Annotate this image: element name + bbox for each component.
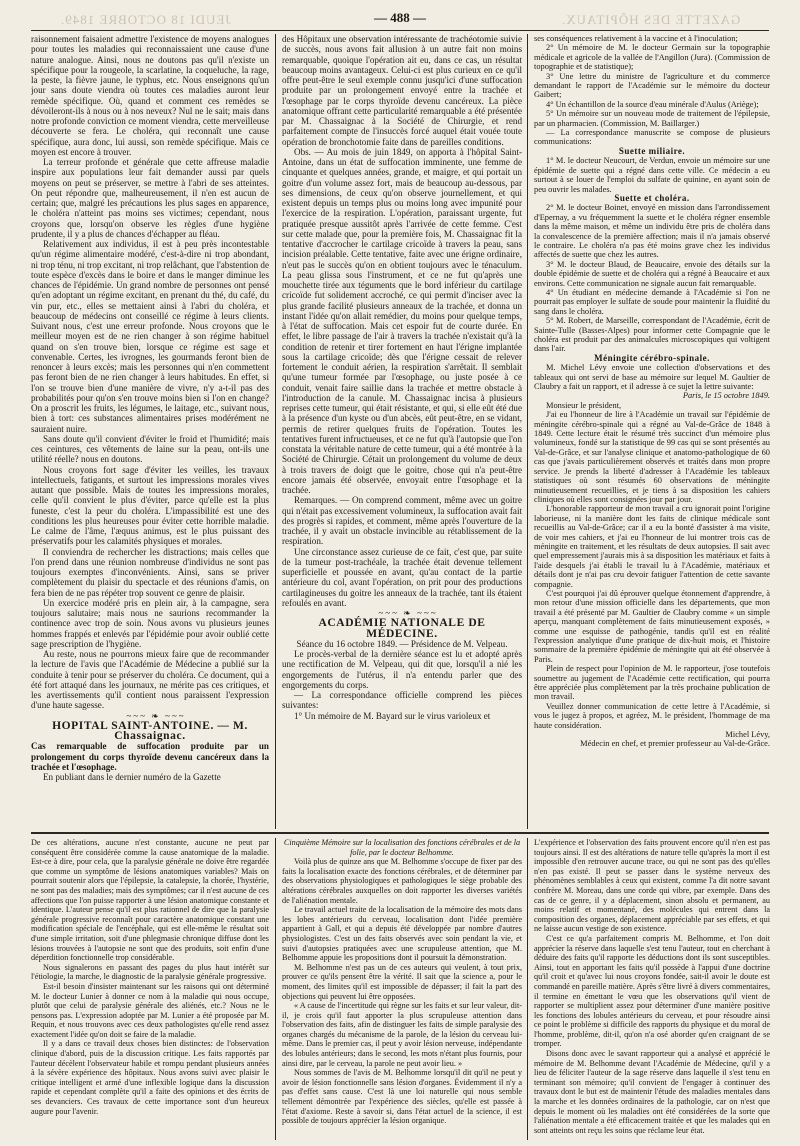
show-through-text-left: JEUDI 18 OCTOBRE 1849.	[60, 12, 231, 27]
column-3	[534, 34, 770, 829]
paragraph: Un exercice modéré pris en plein air, à la campagne, sera toujours salutaire; mais nous ne saurions recommander la continence avec trop de soin. Nous avons vu plusieurs jeunes hommes frappés et enlevés par l'épidémie pour avoir oublié cette sage prescription de l'hygiène.	[31, 597, 269, 649]
subheading: Méningite cérébro-spinale.	[594, 352, 710, 363]
session-line: Séance du 16 octobre 1849. — Présidence de M. Velpeau.	[296, 638, 508, 649]
section-separator-rule	[31, 832, 769, 834]
review-title: Cinquième Mémoire sur la localisation des fonctions cérébrales et de la folie, par le docteur Belhomme.	[283, 838, 521, 857]
observation-paragraph: Obs. — Au mois de juin 1849, on apporta à l'hôpital Saint-Antoine, dans un état de suffocation imminente, une femme de cinquante et quelques années, grande, et maigre, et qui portait un goitre d'un volume assez fort, mais de beaucoup au-dessous, par ses dimensions, de ceux qu'on observe journellement, et qui existent depuis un temps plus ou moins long avec impunité pour l'exercice de la respiration. L'opération, paraissant urgente, fut pratiquée presque aussitôt après l'arrivée de cette femme. C'est sur cette malade que, pour la première fois, M. Chassaignac fit la tentative d'accrocher le cartilage cricoïde à travers la peau, sans incision préalable. Cette tentative, faite avec une érigne ordinaire, n'eut pas le succès qu'on en obtient toujours avec le ténaculum. La peau glissa sous l'instrument, et ce ne fut qu'après une mouchette tirée aux téguments que le bord inférieur du cartilage cricoïde fut solidement accroché, ce qui permit d'inciser avec la plus grande facilité plusieurs anneaux de la trachée, et donna un instant l'idée qu'on allait remédier, du moins pour quelque temps, à l'état de suffocation. Mais cet espoir fut de courte durée. En effet, le libre passage de l'air à travers la trachée n'existait qu'à la condition de retenir et tirer fortement en haut l'érigne implantée sous la cartilage cricoïde; dès que l'érigne cessait de relever fortement le conduit aérien, la respiration s'arrêtait. Il semblait qu'une tumeur formée par l'œsophage, ou juste posée à ce conduit, venait faire saillie dans la trachée et mettre obstacle à l'introduction de la canule. M. Chassaignac incisa à plusieurs reprises cette tumeur, qui était résistante, et qui, si elle eût été due à la présence d'un kyste ou d'un abcès, eût peut-être, en se vidant, permis de retirer quelques fruits de l'opération. Toutes les tentatives furent infructueuses, et ce ne fut qu'à l'autopsie que l'on constata la véritable nature de cette tumeur, qui a été montrée à la Société de Chirurgie. Cétait un prolongement du volume de deux à trois travers de doigt que le goitre, chose qui n'a peut-être encore jamais été observée, envoyait entre l'œsophage et la trachée.	[282, 146, 522, 495]
paragraph: Nous croyons fort sage d'éviter les veilles, les travaux intellectuels, fatigants, et surtout les impressions morales vives autant que possible. Mais de toutes les impressions morales, celle qu'il convient le plus d'éviter, parce qu'elle est la plus funeste, c'est la peur du choléra. L'impassibilité est une des conditions les plus heureuses pour éviter cette horrible maladie. Le calme de l'âme, l'æquus animus, est le plus puissant des préservatifs pour les calamités physiques et morales.	[31, 464, 269, 547]
paragraph: Nous signalerons en passant des pages du plus haut intérêt sur l'étiologie, la marche, le diagnostic de la paralysie générale progressive.	[31, 962, 269, 982]
paragraph: 5° Un mémoire sur un nouveau mode de traitement de l'épilepsie, par un pharmacien. (Commission, M. Baillarger.)	[534, 109, 770, 128]
paragraph: M. Belhomme n'est pas un de ces auteurs qui veulent, à tout prix, prouver ce qu'ils pensent être la vérité. Il sait que la science a, pour le moment, des limites qu'il est impossible de dépasser; il fait la part des objections qui peuvent lui être opposées.	[282, 962, 522, 1001]
paragraph: — La correspondance manuscrite se compose de plusieurs communications:	[534, 128, 770, 147]
paragraph: De ces altérations, aucune n'est constante, aucune ne peut par conséquent être considérée comme la cause anatomique de la maladie. Est-ce à dire, pour cela, que la paralysie générale ne doive être regardée que comme un symptôme de lésions anatomiques variables? Mais on pourrait soutenir alors que l'épilepsie, la catalepsie, la chorée, l'hystérie, ne sont pas des maladies; mais des symptômes; car il n'est aucune de ces affections que l'on puisse rapporter à une lésion anatomique constante et identique. L'auteur pense qu'il est plus rationnel de dire que la paralysie générale progressive reconnaît pour caractère anatomique constant une modification spéciale de l'encéphale, qui est elle-même le résultat soit d'une simple irritation, soit d'une phlegmasie chronique diffuse dont les lésions trouvées à l'autopsie ne sont que des produits, soit enfin d'une déperdition fonctionnelle trop considérable.	[31, 838, 269, 963]
paragraph: Voilà plus de quinze ans que M. Belhomme s'occupe de fixer par des faits la localisation exacte des fonctions cérébrales, et de déterminer par des observations physiologiques et pathologiques le siège probable des altérations cérébrales auxquelles on doit rapporter les diverses variétés de l'aliénation mentale.	[282, 857, 522, 905]
header-rule	[31, 30, 769, 31]
column-divider	[275, 34, 276, 829]
paragraph: M. Michel Lévy envoie une collection d'observations et des tableaux qui ont servi de base au mémoire sur lequel M. Gaultier de Claubry a fait un rapport, et il adresse à ce sujet la lettre suivante:	[534, 363, 770, 392]
lower-column-2	[282, 838, 522, 1140]
signature-name: Michel Lévy,	[725, 730, 770, 740]
page-header	[60, 10, 740, 32]
paragraph: L'expérience et l'observation des faits prouvent encore qu'il n'en est pas toujours ainsi. Il est des altérations de nature telle qu'après la mort il est impossible d'en retrouver aucune trace, ou qui ne sont pas des qu'elles n'en pas existé. Il peut se passer dans le système nerveux des phénomènes semblables à ceux qui existent, comme l'a dit notre savant confrère M. Moreau, dans une corde qui vibre, par exemple. Dans des cas de ce genre, il y a déplacement, sinon absolu et permanent, au moins relatif et momentané, des molécules qui entrent dans la composition des organes, déplacement appréciable par ses effets, et qui ne laisse aucun vestige de son existence.	[534, 838, 770, 934]
paragraph: Le procès-verbal de la dernière séance est lu et adopté après une rectification de M. Velpeau, qui dit que, lorsqu'il a nié les engorgements de l'utérus, il n'a entendu parler que des engorgements du corps.	[282, 649, 522, 690]
letter-date: Paris, le 15 octobre 1849.	[682, 391, 770, 401]
paragraph: ses conséquences relativement à la vaccine et à l'inoculation;	[534, 34, 738, 43]
paragraph: Disons donc avec le savant rapporteur qui a analysé et apprécié le mémoire de M. Belhomme devant l'Académie de Médecine, qu'il y a lieu de féliciter l'auteur de la sage réserve dans laquelle il s'est tenu en terminant son mémoire; qu'il convient de l'engager à continuer des travaux dont le but est de maintenir l'étude des maladies mentales dans la marche et les données ordinaires de la pathologie, car on n'est que depuis le moment où les maladies ont été considérées de la sorte que l'aliénation mentale a été efficacement traitée et que les malades qui en sont atteints ont reçu les soins que réclame leur état.	[534, 1049, 770, 1135]
paragraph: 2° M. le docteur Boinet, envoyé en mission dans l'arrondissement d'Epernay, a vu fréquemment la suette et le choléra régner ensemble dans la même maison, et même un individu être pris de choléra dans la convalescence de la première affection; mais il n'a jamais observé le contraire. Le choléra n'a pas été moins grave chez les individus affectés de suette que chez les autres.	[534, 203, 770, 260]
paragraph: Au reste, nous ne pourrons mieux faire que de recommander la lecture de l'avis que l'Académie de Médecine a publié sur la conduite à tenir pour se préserver du choléra. Ce document, qui a été fort attaqué dans les journaux, ne mérite pas ces critiques, et les avertissements qu'il contient nous paraissent l'expression d'une haute sagesse.	[31, 649, 269, 711]
signature-title: Médecin en chef, et premier professeur au Val-de-Grâce.	[580, 739, 770, 749]
column-divider	[527, 838, 528, 1140]
paragraph: 1° Un mémoire de M. Bayard sur le virus varioleux et	[294, 710, 491, 721]
paragraph: — La correspondance officielle comprend les pièces suivantes:	[282, 690, 522, 711]
column-2	[282, 34, 522, 829]
paragraph: 1° M. le docteur Neucourt, de Verdun, envoie un mémoire sur une épidémie de suette qui a régné dans cette ville. Ce médecin a eu surtout à se louer de l'emploi du sulfate de quinine, en ayant soin de peu ouvrir les malades.	[534, 156, 770, 194]
paragraph: Plein de respect pour l'opinion de M. le rapporteur, j'ose toutefois soumettre au jugement de l'Académie cette rectification, qui pourra être appréciée plus complètement par la très prochaine publication de mon travail.	[534, 664, 770, 702]
section-title-hospital: HOPITAL SAINT-ANTOINE. — M. Chassaignac.	[52, 719, 248, 742]
paragraph: L'honorable rapporteur de mon travail a cru ignorait point l'origine laborieuse, ni la manière dont les faits de clinique médicale sont recueillis au Val-de-Grâce; car il a eu la bonté d'assister à ma visite, de voir mes cahiers, et j'ai eu l'honneur de lui montrer trois cas de méningite en traitement, et les résultats de deux autopsies. Il sait avec quel empressement j'aurais mis à sa disposition les matériaux et faits à l'aide desquels j'ai établi le travail lu à l'Académie, matériaux et détails dont je n'ai pas cru devoir fatiguer l'attention de cette savante compagnie.	[534, 504, 770, 589]
subheading: Suette et choléra.	[614, 192, 690, 203]
paragraph: C'est ce qu'a parfaitement compris M. Belhomme, et l'on doit apprécier la réserve dans laquelle s'est tenu l'auteur, tout en cherchant à déduire des faits qu'il rapporte les déductions dont ils sont susceptibles. Ainsi, tout en apportant les faits qu'il possède à l'appui d'une doctrine qu'il croit et qu'avec lui nous croyons fondée, sait-il avoir le doute est commandé en pareille matière. Après s'être livré à divers commentaires, il termine en émettant le vœu que les observations qu'il vient de rapporter se multiplient assez pour déterminer d'une manière positive les fonctions des lobules antérieurs du cerveau, et pour résoudre ainsi ce point le problème si difficile des rapports du physique et du moral de l'homme, problème, dit-il, qu'on n'a osé aborder qu'en craignant de se tromper.	[534, 933, 770, 1049]
paragraph: Est-il besoin d'insister maintenant sur les raisons qui ont déterminé M. le docteur Lunier à donner ce nom à la maladie qui nous occupe, plutôt que celui de paralysie générale des aliénés, etc.? Nous ne le pensons pas. L'expression adoptée par M. Lunier a été proposée par M. Requin, et nous trouvons avec ces deux pathologistes qu'elle rend assez exactement l'idée qu'on doit se faire de la maladie.	[31, 981, 269, 1039]
paragraph: Il conviendra de rechercher les distractions; mais celles que l'on prend dans une réunion nombreuse d'individus ne sont pas toujours exemptes d'inconvénients. Ainsi, sans se priver complètement du plaisir du spectacle et des réunions d'amis, on fera bien de ne pas répéter trop souvent ce genre de plaisir.	[31, 546, 269, 598]
ornament: ~~~ ❧ ~~~	[126, 710, 186, 721]
subheading: Suette miliaire.	[618, 145, 686, 156]
paragraph: J'ai eu l'honneur de lire à l'Académie un travail sur l'épidémie de méningite cérébro-spinale qui a régné au Val-de-Grâce de 1848 à 1849. Cette lecture était le résumé très succinct d'un mémoire plus volumineux, fondé sur la statistique de 99 cas qui se sont présentés au Val-de-Grâce, et sur l'analyse clinique et anatomo-pathologique de 60 cas que j'avais particulièrement observés et traités dans mon propre service. Je prends la liberté d'adresser à l'Académie les tableaux statistiques où sont résumés 60 observations de méningite minutieusement recueillies, et je tiens à sa disposition les cahiers cliniques où elles sont consignées jour par jour.	[534, 410, 770, 504]
paragraph: Le travail actuel traite de la localisation de la mémoire des mots dans les lobes antérieurs du cerveau, localisation dont l'idée première appartient à Gall, et qui a depuis été développée par nombre d'autres physiologistes. C'est un des faits observés avec soin pendant la vie, et suivi d'autopsies pratiquées avec une scrupuleuse attention, que M. Belhomme appuie les propositions dont il poursuit la démonstration.	[282, 905, 522, 963]
lower-column-1	[31, 838, 269, 1140]
paragraph: Nous sommes de l'avis de M. Belhomme lorsqu'il dit qu'il ne peut y avoir de lésion fonctionnelle sans lésion d'organes. Évidemment il n'y a pas d'effet sans cause. C'est là une loi naturelle qui nous semble tellement démontrée par l'expérience des siècles, qu'elle est passée à l'état d'axiome. Reste à savoir si, dans l'état actuel de la science, il est possible de toujours apprécier la lésion organique.	[282, 1068, 522, 1126]
paragraph: Relativement aux individus, il est à peu près incontestable qu'un régime alimentaire modéré, c'est-à-dire ni trop abondant, ni trop ténu, ni trop excitant, ni trop relâchant, que l'abstention de toute espèce d'excès dans le boire et dans le manger diminue les chances de l'épidémie. Un grand nombre de personnes ont pensé qu'en adoptant un régime excitant, en prenant du thé, du café, du vin pur, etc., elles se mettaient ainsi à l'abri du choléra, et beaucoup de médecins ont conseillé ce régime à leurs clients. Suivant nous, c'est une erreur profonde. Nous croyons que le meilleur moyen est de ne rien changer à son régime habituel quand on s'en trouve bien, lorsque ce régime est sage et convenable. Certes, les ivrognes, les gourmands feront bien de renoncer à leurs excès; mais les personnes qui n'en commettent pas feront bien de ne rien changer à leurs habitudes. En effet, si l'on se trouve bien d'une manière de vivre, n'y a-t-il pas des probabilités pour qu'on s'en trouve moins bien si l'on en change? On a proscrit les fruits, les légumes, le laitage, etc., suivant nous, bien à tort: ces substances alimentaires prises modérément ne sauraient nuire.	[31, 239, 269, 434]
remarks-paragraph: Remarques. — On comprend comment, même avec un goitre qui n'était pas excessivement volumineux, la suffocation avait fait des progrès si rapides, et comment, même après l'ouverture de la trachée, il y avait un obstacle invincible au rétablissement de la respiration.	[282, 495, 522, 547]
paragraph: La terreur profonde et générale que cette affreuse maladie inspire aux populations leur fait demander aussi par quels moyens on peut se préserver, se mettre à l'abri de ses atteintes. On peut répondre que, malheureusement, il n'en est aucun de certain; que, malgré les précautions les plus sages en apparence, le choléra n'atteint pas moins ses victimes; cependant, nous croyons que, lorsqu'on observe les règles d'une hygiène prudente, il y a plus de chances d'échapper au fléau.	[31, 157, 269, 239]
paragraph: des Hôpitaux une observation intéressante de trachéotomie suivie de succès, nous avons fait allusion à un autre fait non moins remarquable, quoique l'opération ait eu, dans ce cas, un résultat beaucoup moins avantageux. Celui-ci est plus curieux en ce qu'il offre peut-être le seul exemple connu jusqu'ici d'une suffocation produite par un prolongement envoyé entre la trachée et l'œsophage par le corps thyroïde devenu cancéreux. La pièce anatomique offrant cette particularité remarquable a été présentée par M. Chassaignac à la Société de Chirurgie, et rend parfaitement compte de l'insuccès forcé auquel était vouée toute opération de bronchotomie faite dans de pareilles conditions.	[282, 34, 522, 147]
paragraph: En publiant dans le dernier numéro de la Gazette	[43, 772, 221, 782]
paragraph: « A cause de l'incertitude qui règne sur les faits et sur leur valeur, dit-il, je crois qu'il faut apporter la plus scrupuleuse attention dans l'observation des faits, afin de distinguer les faits de simple paralysie des organes chargés du mécanisme de la parole, de la lésion du cerveau lui-même. Dans le premier cas, il peut y avoir lésion nerveuse, indépendante des lobules antérieurs; dans le second, les mots n'étant plus fournis, pour ainsi dire, par le cerveau, la parole ne peut avoir lieu. »	[282, 1001, 522, 1068]
paragraph: 5° M. Robert, de Marseille, correspondant de l'Académie, écrit de Sainte-Tulle (Basses-Alpes) pour informer cette Compagnie que le choléra est produit par des animalcules microscopiques qui voltigent dans l'air.	[534, 316, 770, 354]
paragraph: Veuillez donner communication de cette lettre à l'Académie, si vous le jugez à propos, et agréez, M. le président, l'hommage de ma haute considération.	[534, 701, 770, 730]
paragraph: C'est pourquoi j'ai dû éprouver quelque étonnement d'apprendre, à mon retour d'une mission officielle dans les départements, que mon travail a été présenté par M. Gaultier de Claubry comme « un simple aperçu, manquant complètement de faits minutieusement exposés, » comme une esquisse de pathogénie, tandis qu'il est en réalité l'expression analytique d'une pratique de dix-huit mois, et l'histoire sommaire de la première épidémie de méningite qui ait été observée à Paris.	[534, 588, 770, 664]
lower-column-3	[534, 838, 770, 1140]
column-divider	[275, 838, 276, 1140]
paragraph: Il y a dans ce travail deux choses bien distinctes: de l'observation clinique d'abord, puis de la discussion critique. Les faits rapportés par l'auteur décèlent l'observateur habile et rompu pendant plusieurs années à la sévère expérience des hôpitaux. Nous avons suivi avec plaisir le critique intelligent et armé d'une inflexible logique dans la discussion rapide et cependant complète qu'il a faite des opinions et des écrits de ses devanciers. Ces travaux de cette importance sont d'un heureux augure pour l'avenir.	[31, 1039, 269, 1116]
paragraph: raisonnement faisaient admettre l'existence de moyens analogues pour toutes les maladies qui reconnaissaient une cause d'une nature analogue. Ainsi, nous ne doutons pas qu'il n'existe un spécifique pour la rougeole, la scarlatine, la coqueluche, la rage, la peste, la fièvre jaune, le typhus, etc. Nous enseignons qu'un jour sans doute viendra où toutes ces maladies auront leur remède spécifique. Où, quand et comment ces remèdes se dévoileront-ils à nous ou à nos neveux? Nul ne le sait; mais dans notre profonde conviction ce moment viendra, cette merveilleuse découverte se fera. Le choléra, qui reconnaît une cause spécifique, aura donc, lui aussi, son remède spécifique. Mais ce moyen est encore à trouver.	[31, 34, 269, 157]
case-title: Cas remarquable de suffocation produite par un prolongement du corps thyroïde devenu cancéreux dans la trachée et l'œsophage.	[31, 741, 269, 772]
paragraph: 3° Une lettre du ministre de l'agriculture et du commerce demandant le rapport de l'Académie sur le mémoire du docteur Gaibert;	[534, 71, 770, 100]
ornament: ~~~ ❧ ~~~	[378, 608, 438, 618]
paragraph: 4° Un étudiant en médecine demande à l'Académie si l'on ne pourrait pas employer le sulfate de soude pour maintenir la fluidité du sang dans le choléra.	[534, 287, 770, 316]
paragraph: Une circonstance assez curieuse de ce fait, c'est que, par suite de la tumeur post-trachéale, la trachée était devenue tellement superficielle et poussée en avant, qu'au contact de la partie antérieure du col, avant l'opération, on prit pour des productions cartilagineuses du goitre les anneaux de la trachée, tant ils étaient refoulés en avant.	[282, 546, 522, 608]
letter-salutation: Monsieur le président,	[546, 400, 622, 410]
paragraph: 2° Un mémoire de M. le docteur Germain sur la topographie médicale et agricole de la vallée de l'Angillon (Jura). (Commission de topographie et de statistique);	[534, 43, 770, 72]
column-divider	[527, 34, 528, 829]
paragraph: 3° M. le docteur Blaud, de Beaucaire, envoie des détails sur la double épidémie de suette et de choléra qui a régné à Beaucaire et aux environs. Cette communication ne signale aucun fait remarquable.	[534, 259, 770, 288]
paragraph: Sans doute qu'il convient d'éviter le froid et l'humidité; mais ces ceintures, ces vêtements de laine sur la peau, ont-ils une utilité réelle? nous en doutons.	[31, 433, 269, 465]
paragraph: 4° Un échantillon de la source d'eau minérale d'Aulus (Ariège);	[546, 99, 759, 109]
show-through-text-right: GAZETTE DES HÔPITAUX.	[560, 12, 740, 27]
page-number: — 488 —	[374, 10, 426, 25]
column-1	[31, 34, 269, 829]
section-title-academy: ACADÉMIE NATIONALE DE MÉDECINE.	[318, 617, 486, 640]
